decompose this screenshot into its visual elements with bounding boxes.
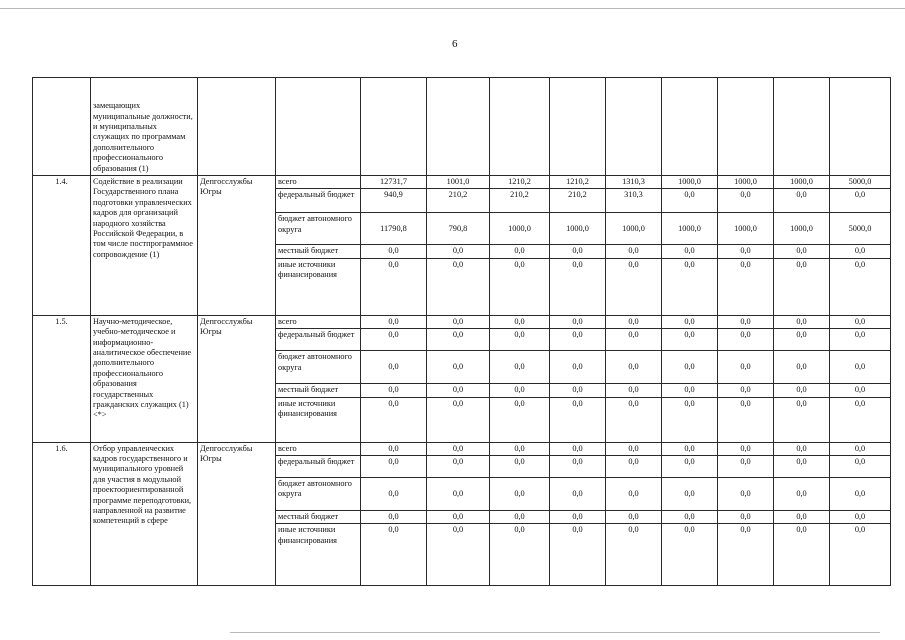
value-cell: 0,0	[361, 478, 427, 511]
value-cell: 0,0	[774, 245, 830, 258]
value-cell: 0,0	[662, 189, 718, 213]
value-cell: 210,2	[490, 189, 550, 213]
value-cell: 0,0	[427, 442, 490, 455]
value-cell: 0,0	[830, 329, 891, 351]
value-cell: 0,0	[490, 384, 550, 397]
value-cell: 0,0	[427, 524, 490, 586]
value-cell: 1210,2	[550, 176, 606, 189]
source-cell: местный бюджет	[276, 384, 361, 397]
value-cell: 0,0	[662, 511, 718, 524]
value-cell: 0,0	[830, 524, 891, 586]
source-cell: бюджет автономного округа	[276, 351, 361, 384]
value-cell: 0,0	[718, 384, 774, 397]
value-cell: 0,0	[774, 189, 830, 213]
value-cell: 1000,0	[606, 213, 662, 245]
executor-cell	[198, 78, 276, 176]
value-cell: 0,0	[662, 351, 718, 384]
value-cell: 0,0	[662, 315, 718, 328]
value-cell: 0,0	[490, 511, 550, 524]
value-cell: 0,0	[718, 245, 774, 258]
page-number: 6	[452, 38, 458, 50]
value-cell: 1001,0	[427, 176, 490, 189]
description-cell: Отбор управленческих кадров государственного и муниципального уровней для участия в модульной проектоориентированной программе переподготовки, направленной на развитие компетенций в сфере	[91, 442, 198, 586]
value-cell: 0,0	[606, 397, 662, 442]
value-cell: 0,0	[774, 258, 830, 315]
value-cell: 0,0	[774, 351, 830, 384]
value-cell: 0,0	[830, 384, 891, 397]
value-cell: 0,0	[718, 315, 774, 328]
value-cell: 0,0	[361, 397, 427, 442]
executor-cell: Депгосслужбы Югры	[198, 442, 276, 586]
value-cell: 1000,0	[774, 176, 830, 189]
value-cell: 0,0	[774, 397, 830, 442]
value-cell: 0,0	[662, 397, 718, 442]
value-cell: 0,0	[774, 329, 830, 351]
value-cell: 0,0	[361, 258, 427, 315]
index-cell: 1.6.	[33, 442, 91, 586]
value-cell: 0,0	[718, 442, 774, 455]
value-cell: 0,0	[662, 258, 718, 315]
value-cell: 0,0	[718, 351, 774, 384]
value-cell: 5000,0	[830, 176, 891, 189]
value-cell: 0,0	[774, 315, 830, 328]
value-cell: 0,0	[427, 397, 490, 442]
value-cell: 0,0	[830, 245, 891, 258]
value-cell: 0,0	[606, 245, 662, 258]
value-cell: 0,0	[774, 384, 830, 397]
source-cell: федеральный бюджет	[276, 456, 361, 478]
value-cell: 0,0	[662, 442, 718, 455]
value-cell: 0,0	[427, 478, 490, 511]
description-cell: Научно-методическое, учебно-методическое и информационно-аналитическое обеспечение дополнительного профессионального образования государственных гражданских служащих (1) <*>	[91, 315, 198, 442]
value-cell: 0,0	[830, 511, 891, 524]
executor-cell: Депгосслужбы Югры	[198, 315, 276, 442]
value-cell: 0,0	[361, 351, 427, 384]
value-cell: 0,0	[718, 258, 774, 315]
source-cell: иные источники финансирования	[276, 397, 361, 442]
source-cell: иные источники финансирования	[276, 258, 361, 315]
value-cell: 0,0	[427, 315, 490, 328]
value-cell: 0,0	[490, 315, 550, 328]
value-cell: 0,0	[774, 511, 830, 524]
value-cell: 0,0	[830, 258, 891, 315]
value-cell: 0,0	[427, 245, 490, 258]
value-cell: 0,0	[550, 397, 606, 442]
value-cell: 0,0	[662, 524, 718, 586]
value-cell: 0,0	[550, 351, 606, 384]
value-cell: 210,2	[550, 189, 606, 213]
value-cell: 0,0	[606, 442, 662, 455]
value-cell: 0,0	[774, 524, 830, 586]
value-cell: 0,0	[490, 478, 550, 511]
value-cell: 0,0	[830, 189, 891, 213]
value-cell: 0,0	[550, 511, 606, 524]
value-cell: 0,0	[361, 384, 427, 397]
value-cell: 0,0	[830, 478, 891, 511]
value-cell: 1210,2	[490, 176, 550, 189]
value-cell: 1000,0	[490, 213, 550, 245]
value-cell: 0,0	[662, 329, 718, 351]
value-cell: 0,0	[490, 397, 550, 442]
value-cell: 0,0	[718, 524, 774, 586]
value-cell: 0,0	[361, 456, 427, 478]
value-cell: 1310,3	[606, 176, 662, 189]
value-cell: 0,0	[774, 442, 830, 455]
value-cell: 790,8	[427, 213, 490, 245]
source-cell: федеральный бюджет	[276, 329, 361, 351]
value-cell: 0,0	[550, 245, 606, 258]
value-cell: 1000,0	[774, 213, 830, 245]
source-cell	[276, 78, 361, 176]
value-cell: 0,0	[606, 478, 662, 511]
value-cell: 0,0	[427, 258, 490, 315]
value-cell: 1000,0	[718, 176, 774, 189]
source-cell: всего	[276, 176, 361, 189]
source-cell: всего	[276, 315, 361, 328]
table-row	[33, 176, 891, 189]
value-cell: 210,2	[427, 189, 490, 213]
table-row-continuation	[33, 78, 891, 176]
value-cell: 0,0	[662, 384, 718, 397]
value-cell: 0,0	[774, 478, 830, 511]
table-row	[33, 315, 891, 328]
source-cell: местный бюджет	[276, 245, 361, 258]
value-cell: 0,0	[774, 456, 830, 478]
value-cell: 0,0	[550, 315, 606, 328]
description-cell: замещающих муниципальные должности, и муниципальных служащих по программам дополнительного профессионального образования (1)	[91, 78, 198, 176]
value-cell: 0,0	[830, 315, 891, 328]
value-cell: 0,0	[830, 456, 891, 478]
value-cell: 0,0	[490, 524, 550, 586]
value-cell: 0,0	[550, 329, 606, 351]
value-cell: 1000,0	[550, 213, 606, 245]
value-cell: 0,0	[427, 329, 490, 351]
value-cell: 0,0	[718, 478, 774, 511]
value-cell: 0,0	[490, 442, 550, 455]
value-cell: 5000,0	[830, 213, 891, 245]
value-cell: 0,0	[606, 315, 662, 328]
scan-edge-top	[0, 8, 905, 9]
table-row	[33, 442, 891, 455]
value-cell: 0,0	[550, 384, 606, 397]
value-cell: 0,0	[361, 315, 427, 328]
value-cell: 0,0	[606, 329, 662, 351]
value-cell: 0,0	[718, 511, 774, 524]
value-cell: 1000,0	[662, 213, 718, 245]
value-cell: 0,0	[550, 456, 606, 478]
value-cell: 0,0	[606, 456, 662, 478]
executor-cell: Депгосслужбы Югры	[198, 176, 276, 316]
value-cell: 0,0	[606, 524, 662, 586]
value-cell: 0,0	[606, 384, 662, 397]
value-cell: 0,0	[490, 351, 550, 384]
source-cell: бюджет автономного округа	[276, 478, 361, 511]
value-cell: 0,0	[662, 245, 718, 258]
value-cell: 1000,0	[718, 213, 774, 245]
value-cell: 0,0	[830, 397, 891, 442]
financing-table	[32, 77, 891, 586]
value-cell: 0,0	[490, 329, 550, 351]
value-cell: 0,0	[361, 524, 427, 586]
value-cell: 12731,7	[361, 176, 427, 189]
value-cell: 0,0	[361, 329, 427, 351]
value-cell: 0,0	[550, 442, 606, 455]
value-cell: 0,0	[490, 245, 550, 258]
value-cell: 0,0	[427, 511, 490, 524]
value-cell: 0,0	[550, 478, 606, 511]
value-cell: 0,0	[718, 329, 774, 351]
value-cell: 0,0	[718, 456, 774, 478]
value-cell: 0,0	[427, 456, 490, 478]
index-cell	[33, 78, 91, 176]
index-cell: 1.4.	[33, 176, 91, 316]
source-cell: всего	[276, 442, 361, 455]
value-cell: 0,0	[606, 258, 662, 315]
source-cell: иные источники финансирования	[276, 524, 361, 586]
value-cell: 0,0	[662, 456, 718, 478]
value-cell: 0,0	[718, 397, 774, 442]
value-cell: 0,0	[550, 524, 606, 586]
value-cell: 0,0	[550, 258, 606, 315]
value-cell: 0,0	[427, 351, 490, 384]
value-cell: 0,0	[361, 511, 427, 524]
value-cell: 0,0	[490, 456, 550, 478]
value-cell: 0,0	[662, 478, 718, 511]
value-cell: 0,0	[361, 442, 427, 455]
value-cell: 940,9	[361, 189, 427, 213]
source-cell: местный бюджет	[276, 511, 361, 524]
value-cell: 1000,0	[662, 176, 718, 189]
value-cell: 11790,8	[361, 213, 427, 245]
value-cell: 0,0	[830, 442, 891, 455]
source-cell: федеральный бюджет	[276, 189, 361, 213]
scan-edge-bottom	[230, 632, 880, 633]
value-cell: 0,0	[427, 384, 490, 397]
index-cell: 1.5.	[33, 315, 91, 442]
source-cell: бюджет автономного округа	[276, 213, 361, 245]
value-cell: 0,0	[606, 351, 662, 384]
value-cell: 0,0	[606, 511, 662, 524]
value-cell: 0,0	[830, 351, 891, 384]
value-cell: 0,0	[490, 258, 550, 315]
description-cell: Содействие в реализации Государственного плана подготовки управленческих кадров для организаций народного хозяйства Российской Федерации, в том числе постпрограммное сопровождение (1)	[91, 176, 198, 316]
value-cell: 0,0	[361, 245, 427, 258]
value-cell: 0,0	[718, 189, 774, 213]
value-cell: 310,3	[606, 189, 662, 213]
